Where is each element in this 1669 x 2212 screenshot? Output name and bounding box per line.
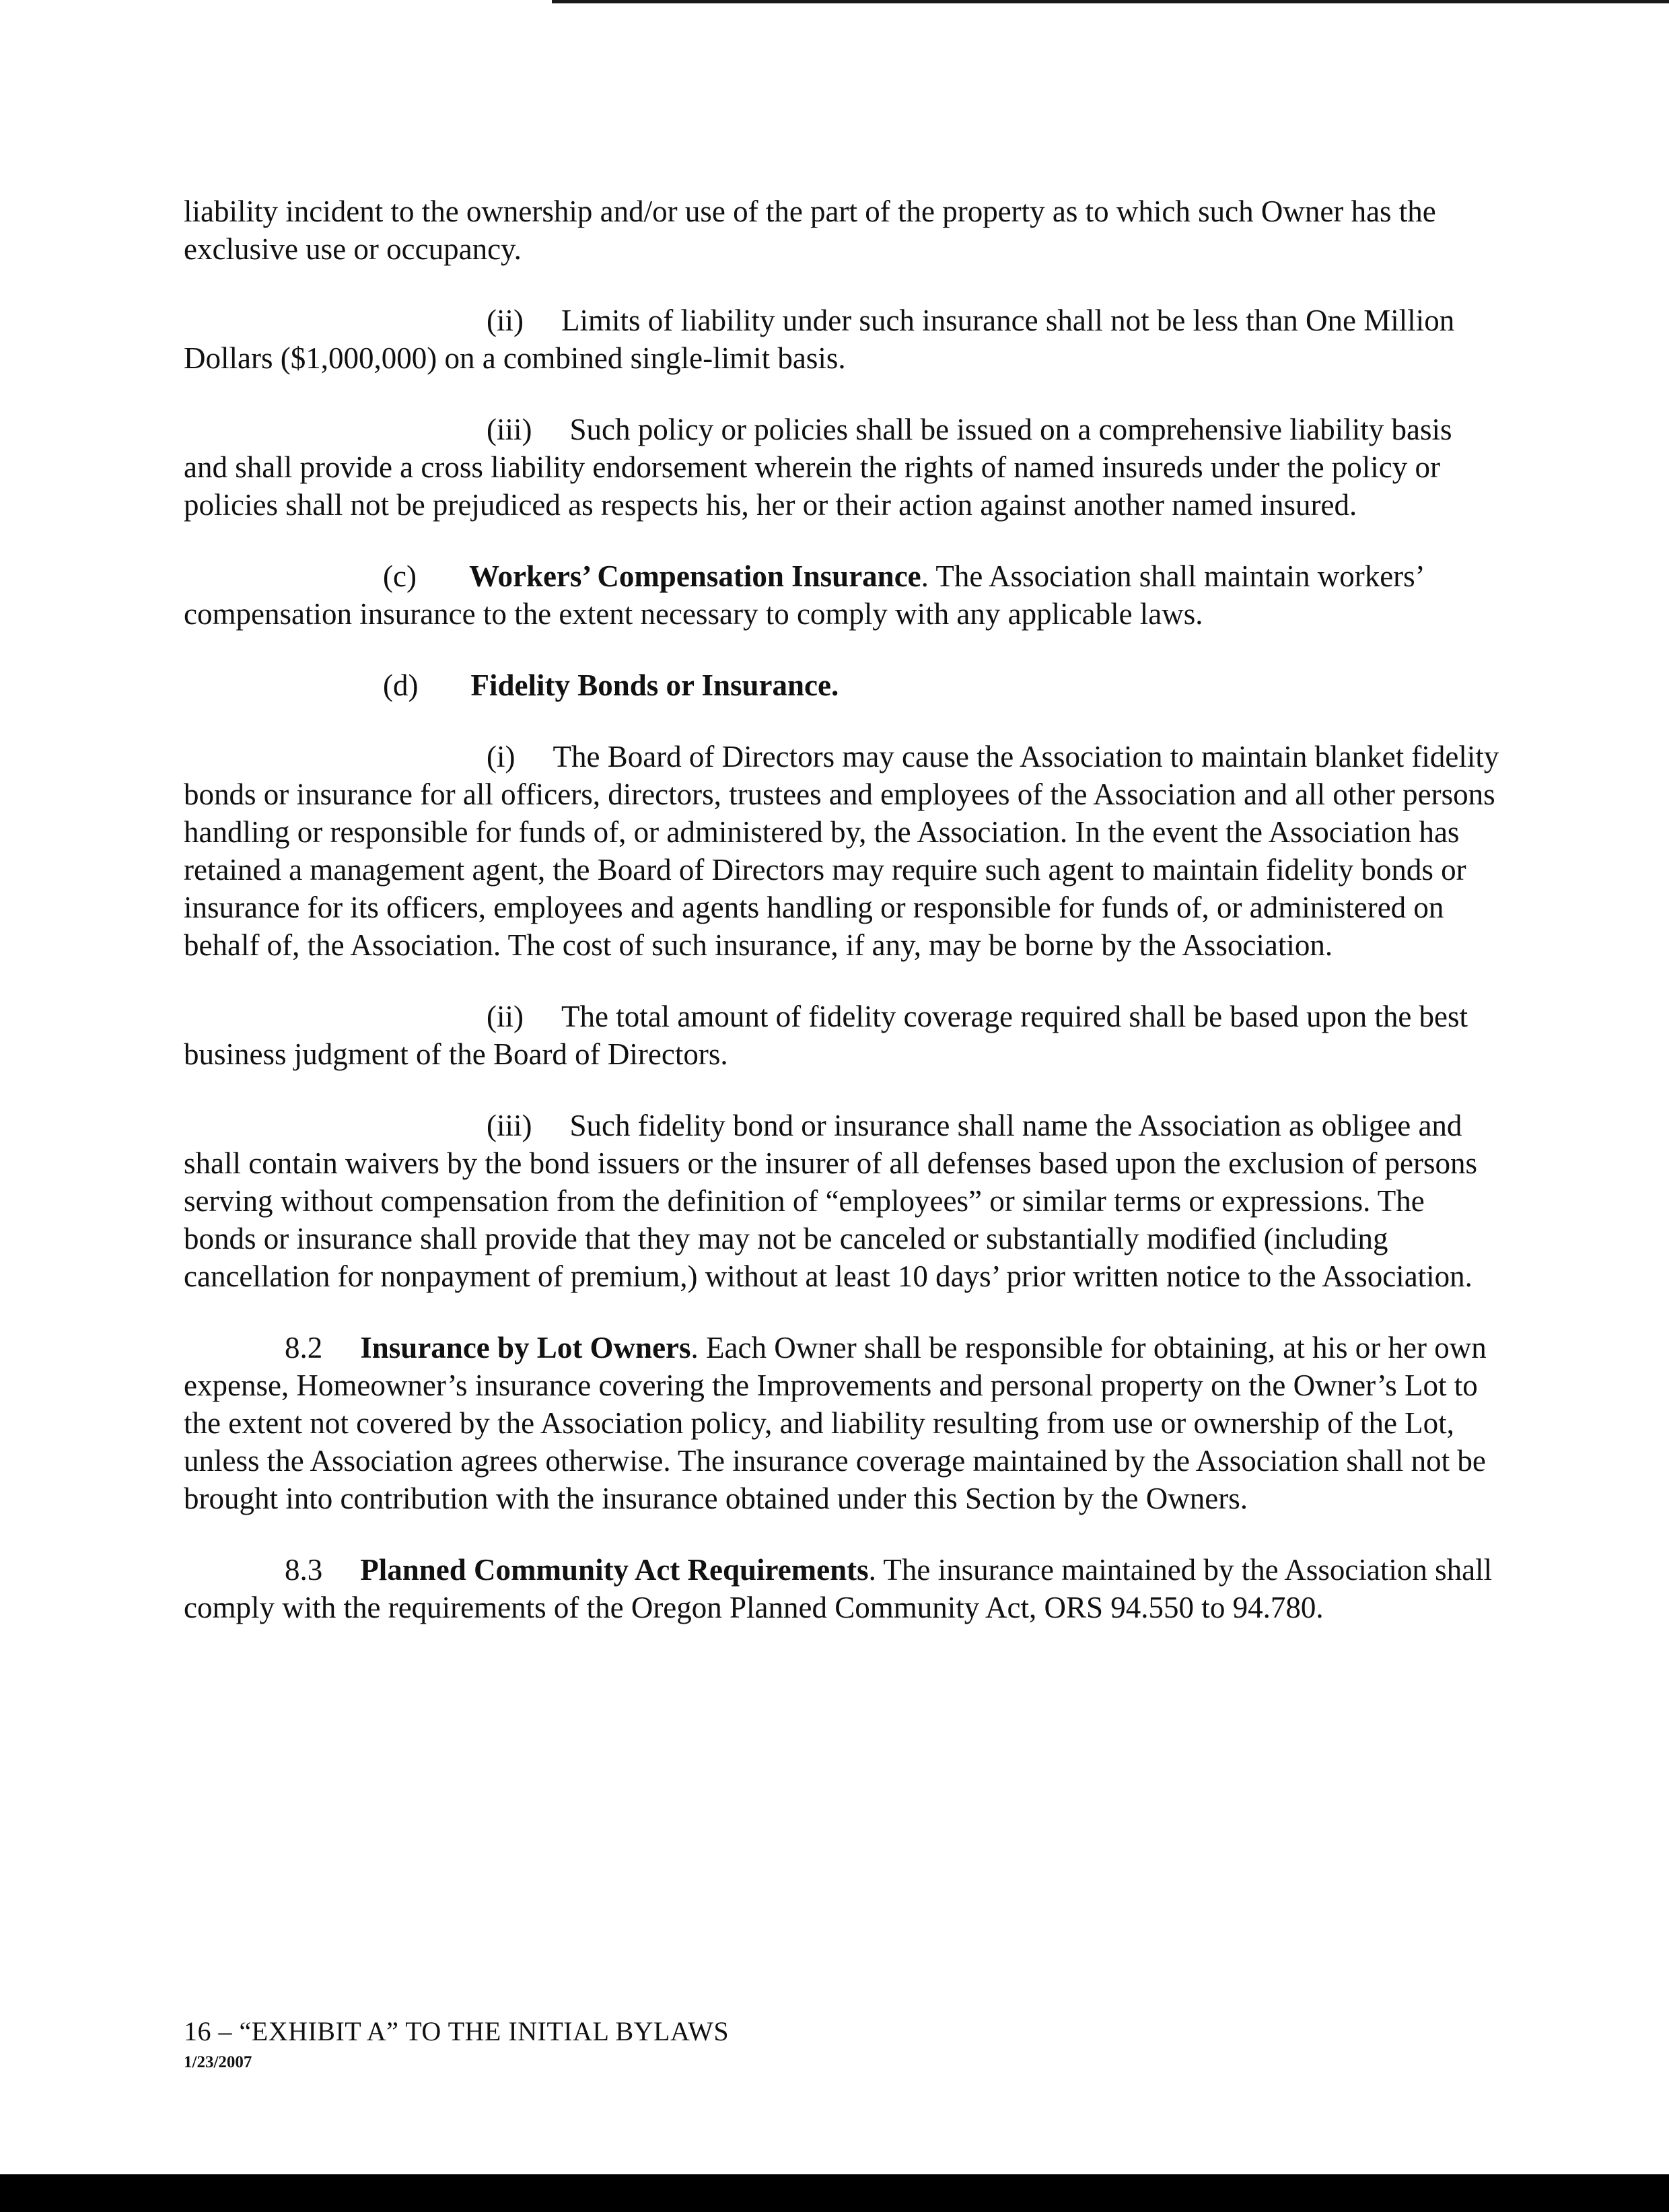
paragraph-8-3-planned-community [184, 1551, 1503, 1626]
section-number: 8.2 [285, 1331, 323, 1364]
paragraph-text: Such fidelity bond or insurance shall name the Association as obligee and shall contain waivers by the bond issuers or the insurer of all defenses based upon the exclusion of persons serving without compensation from the definition of “employees” or similar terms or expressions. The bonds or insurance shall provide that they may not be canceled or substantially modified (including cancellation for nonpayment of premium,) without at least 10 days’ prior written notice to the Association. [184, 1109, 1478, 1293]
scan-edge-top [552, 0, 1669, 3]
document-body [184, 193, 1503, 1660]
paragraph-text: . The Association shall maintain workers’ compensation insurance to the extent necessary to comply with any applicable laws. [184, 559, 1423, 631]
paragraph-i-board [184, 738, 1503, 964]
item-number: (d) [383, 668, 419, 702]
paragraph-d-fidelity [184, 666, 1503, 704]
item-number: (c) [383, 559, 417, 593]
section-heading: Insurance by Lot Owners [360, 1331, 691, 1364]
paragraph-text: . Each Owner shall be responsible for obtaining, at his or her own expense, Homeowner’s insurance covering the Improvements and personal property on the Owner’s Lot to the extent not covered by the Association policy, and liability resulting from use or ownership of the Lot, unless the Association agrees otherwise. The insurance coverage maintained by the Association shall not be brought into contribution with the insurance obtained under this Section by the Owners. [184, 1331, 1487, 1515]
paragraph-8-2-lot-owners [184, 1329, 1503, 1517]
paragraph-ii-limits [184, 302, 1503, 377]
footer-date: 1/23/2007 [184, 2053, 252, 2071]
section-heading: Planned Community Act Requirements [360, 1553, 869, 1587]
item-number: (ii) [487, 1000, 524, 1033]
paragraph-text: Such policy or policies shall be issued on a comprehensive liability basis and shall provide a cross liability endorsement wherein the rights of named insureds under the policy or policies shall not be prejudiced as respects his, her or their action against another named insured. [184, 413, 1452, 522]
item-number: (ii) [487, 304, 524, 337]
paragraph-text: . The insurance maintained by the Association shall comply with the requirements of the Oregon Planned Community Act, ORS 94.550 to 94.780. [184, 1553, 1493, 1624]
scan-edge-bottom [0, 2174, 1669, 2212]
item-number: (iii) [487, 1109, 532, 1142]
item-number: (iii) [487, 413, 532, 446]
section-number: 8.3 [285, 1553, 323, 1587]
section-heading: Workers’ Compensation Insurance [468, 559, 921, 593]
paragraph-text: The total amount of fidelity coverage required shall be based upon the best business judgment of the Board of Directors. [184, 1000, 1468, 1071]
paragraph-ii-coverage [184, 998, 1503, 1073]
paragraph-liability-continued [184, 193, 1503, 268]
paragraph-iii-obligee [184, 1107, 1503, 1295]
paragraph-iii-policy [184, 411, 1503, 524]
page-footer [184, 2015, 1503, 2073]
item-number: (i) [487, 740, 516, 773]
paragraph-text: The Board of Directors may cause the Association to maintain blanket fidelity bonds or insurance for all officers, directors, trustees and employees of the Association and all other persons handling or responsible for funds of, or administered by, the Association. In the event the Association has retained a management agent, the Board of Directors may require such agent to maintain fidelity bonds or insurance for its officers, employees and agents handling or responsible for funds of, or administered on behalf of, the Association. The cost of such insurance, if any, may be borne by the Association. [184, 740, 1499, 962]
paragraph-text: liability incident to the ownership and/or use of the part of the property as to which such Owner has the exclusive use or occupancy. [184, 195, 1436, 266]
section-heading: Fidelity Bonds or Insurance. [470, 668, 839, 702]
footer-title: 16 – “EXHIBIT A” TO THE INITIAL BYLAWS [184, 2016, 730, 2046]
paragraph-c-workers-comp [184, 557, 1503, 633]
paragraph-text: Limits of liability under such insurance shall not be less than One Million Dollars ($1,000,000) on a combined single-limit basis. [184, 304, 1455, 375]
